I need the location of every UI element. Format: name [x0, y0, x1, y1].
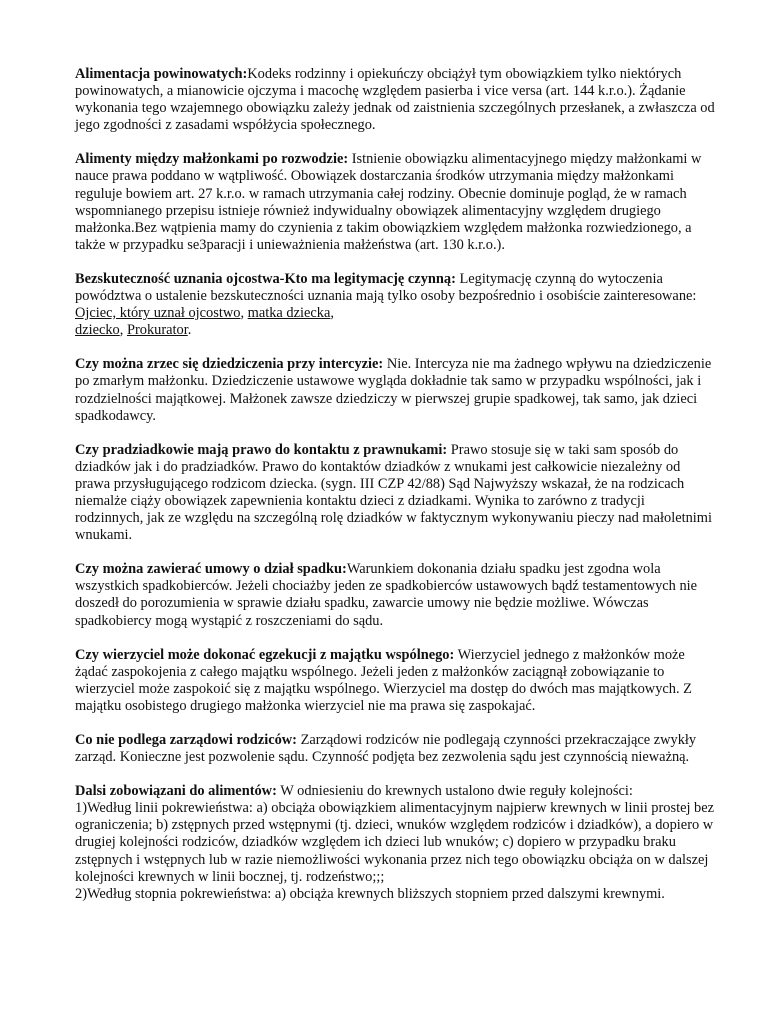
- paragraph-pradziadkowie: [75, 442, 715, 545]
- paragraph-heading: Czy pradziadkowie mają prawo do kontaktu z prawnukami:: [75, 441, 448, 458]
- paragraph-heading: Czy wierzyciel może dokonać egzekucji z majątku wspólnego:: [75, 646, 455, 663]
- link-prokurator[interactable]: Prokurator: [126, 322, 188, 339]
- paragraph-dalsi-zobowiazani: [75, 783, 715, 903]
- separator: ,: [240, 305, 248, 322]
- paragraph-bezskutecznosc-uznania: [75, 271, 715, 339]
- paragraph-text: Nie. Intercyza nie ma żadnego wpływu na dziedziczenie po zmarłym małżonku. Dziedziczenie ustawowe wygląda dokładnie tak samo w przypadku wspólności, jak i rozdzielności majątkowej. Małżonek zawsze dziedziczy w pierwszej grupie spadkowej, tak samo, jak dzieci spadkodawcy.: [75, 356, 712, 424]
- paragraph-heading: Bezskuteczność uznania ojcostwa-Kto ma legitymację czynną:: [75, 270, 456, 287]
- paragraph-text: Istnienie obowiązku alimentacyjnego między małżonkami w nauce prawa poddano w wątpliwość. Obowiązek dostarczania środków utrzymania między małżonkami reguluje bowiem art. 27 k.r.o. w ramach utrzymania całej rodziny. Obecnie dominuje pogląd, że w ramach wspomnianego przepisu istnieje również indywidualny obowiązek alimentacyjny względem drugiego małżonka.Bez wątpienia mamy do czynienia z takim obowiązkiem względem małżonka rozwiedzionego, a także w przypadku se3paracji i unieważnienia małżeństwa (art. 130 k.r.o.).: [75, 151, 702, 253]
- paragraph-heading: Alimentacja powinowatych:: [75, 66, 248, 82]
- paragraph-alimentacja-powinowatych: [75, 66, 715, 134]
- separator: .: [187, 322, 192, 339]
- separator: ,: [119, 322, 127, 339]
- paragraph-text: Zarządowi rodziców nie podlegają czynności przekraczające zwykły zarząd. Konieczne jest pozwolenie sądu. Czynność podjęta bez zezwolenia sądu jest czynnością nieważną.: [75, 732, 697, 766]
- document-page: [75, 66, 715, 903]
- paragraph-text: Prawo stosuje się w taki sam sposób do dziadków jak i do pradziadków. Prawo do kontaktów dziadków z wnukami jest całkowicie niezależny od prawa przysługującego rodzicom dziecka. (sygn. III CZP 42/88) Sąd Najwyższy wskazał, że na rodzicach niemalże ciąży obowiązek zapewnienia kontaktu dzieci z dziadkami. Wynika to zarówno z tradycji rodzinnych, jak ze względu na szczególną rolę dziadków w faktycznym wykonywaniu pieczy nad małoletnimi wnukami.: [75, 441, 712, 544]
- paragraph-alimenty-po-rozwodzie: [75, 151, 715, 254]
- paragraph-egzekucja-majatek-wspolny: [75, 647, 715, 715]
- paragraph-heading: Czy można zrzec się dziedziczenia przy intercyzie:: [75, 356, 384, 373]
- paragraph-heading: Co nie podlega zarządowi rodziców:: [75, 732, 297, 748]
- rule-line-1: 1)Według linii pokrewieństwa: a) obciąża obowiązkiem alimentacyjnym najpierw krewnych w linii prostej bez ograniczenia; b) zstępnych przed wstępnymi (tj. dzieci, wnuków względem rodziców i dziadków), a dopiero w drugiej kolejności rodziców, dziadków względem ich dzieci lub wnuków; c) dopiero w przypadku braku zstępnych i wstępnych lub w razie niemożliwości wykonania przez nich tego obowiązku obciąża on w dalszej kolejności krewnych w linii bocznej, tj. rodzeństwo;;;: [75, 800, 715, 885]
- paragraph-dzial-spadku: [75, 561, 715, 629]
- paragraph-text: Warunkiem dokonania działu spadku jest zgodna wola wszystkich spadkobierców. Jeżeli chociażby jeden ze spadkobierców ustawowych bądź testamentowych nie doszedł do porozumienia w sprawie działu spadku, zawarcie umowy nie będzie możliwe. Wówczas spadkobiercy mogą wystąpić z roszczeniami do sądu.: [75, 561, 698, 629]
- rule-line-2: 2)Według stopnia pokrewieństwa: a) obciąża krewnych bliższych stopniem przed dalszymi krewnymi.: [75, 885, 665, 902]
- link-ojciec[interactable]: Ojciec, który uznał ojcostwo: [75, 305, 241, 322]
- paragraph-zarzad-rodzicow: [75, 732, 715, 766]
- paragraph-heading: Dalsi zobowiązani do alimentów:: [75, 783, 277, 800]
- link-matka-dziecka[interactable]: matka dziecka: [247, 305, 331, 322]
- paragraph-text: Legitymację czynną do wytoczenia powództwa o ustalenie bezskuteczności uznania mają tylko osoby bezpośrednio i osobiście zainteresowane:: [75, 270, 697, 305]
- paragraph-text: Wierzyciel jednego z małżonków może żądać zaspokojenia z całego majątku wspólnego. Jeżeli jeden z małżonków zaciągnął zobowiązanie to wierzyciel może zaspokoić się z majątku wspólnego. Wierzyciel ma dostęp do dwóch mas majątkowych. Z majątku osobistego drugiego małżonka wierzyciel nie ma prawa się zaspokajać.: [75, 646, 692, 714]
- separator: ,: [330, 305, 334, 322]
- link-dziecko[interactable]: dziecko: [75, 322, 120, 339]
- paragraph-zrzeczenie-dziedziczenia: [75, 356, 715, 424]
- paragraph-text: Kodeks rodzinny i opiekuńczy obciążył tym obowiązkiem tylko niektórych powinowatych, a mianowicie ojczyma i macochę względem pasierba i vice versa (art. 144 k.r.o.). Żądanie wykonania tego wzajemnego obowiązku zależy jednak od zaistnienia szczególnych przesłanek, a zwłaszcza od jego zgodności z zasadami współżycia społecznego.: [75, 66, 715, 134]
- paragraph-heading: Czy można zawierać umowy o dział spadku:: [75, 561, 347, 578]
- paragraph-text: W odniesieniu do krewnych ustalono dwie reguły kolejności:: [276, 783, 633, 800]
- paragraph-heading: Alimenty między małżonkami po rozwodzie:: [75, 151, 349, 168]
